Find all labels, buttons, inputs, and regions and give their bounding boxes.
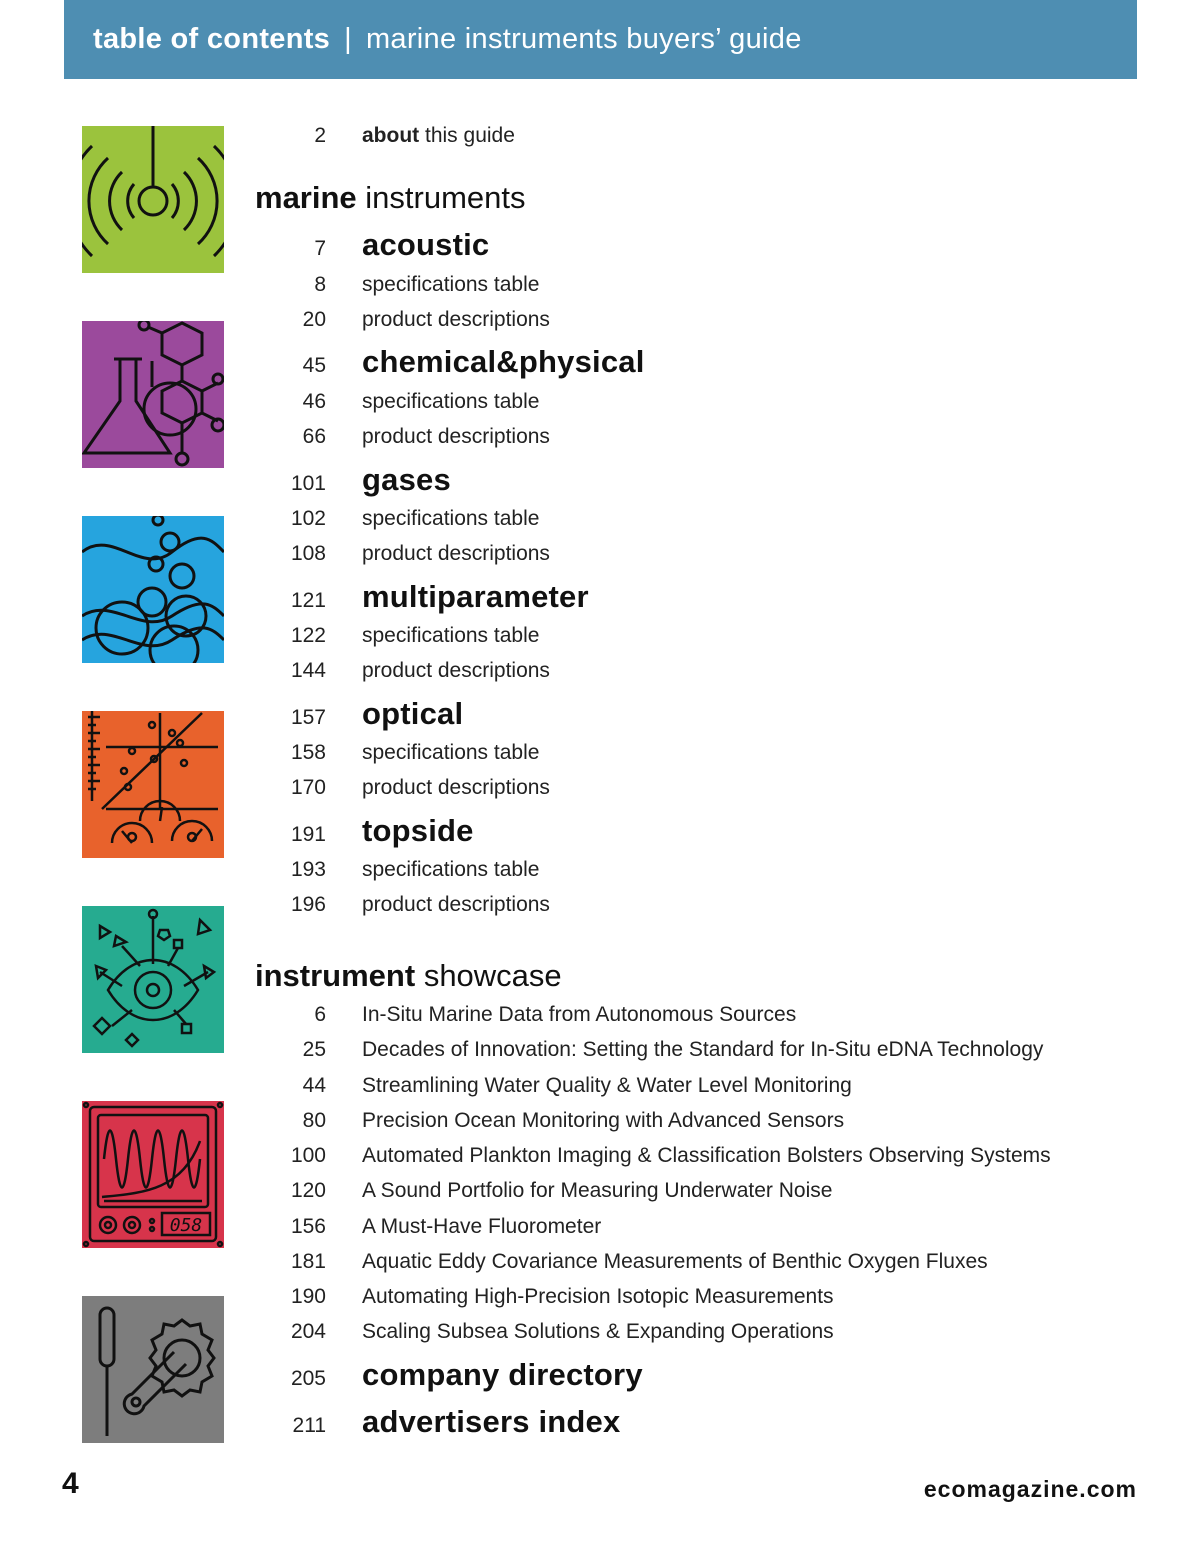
multiparameter-specifications-link[interactable]: specifications table — [362, 624, 540, 647]
header-subtitle: marine instruments buyers’ guide — [365, 23, 802, 55]
showcase-page-number: 80 — [302, 1109, 326, 1132]
category-page-number: 157 — [290, 706, 326, 729]
desc-page-number: 144 — [290, 659, 326, 682]
showcase-entry[interactable]: In-Situ Marine Data from Autonomous Sources — [362, 1003, 797, 1026]
desc-page-number: 196 — [290, 893, 326, 916]
acoustic-specifications-link[interactable]: specifications table — [362, 273, 540, 296]
spec-page-number: 122 — [290, 624, 326, 647]
desc-page-number: 108 — [290, 542, 326, 565]
showcase-entry[interactable]: Precision Ocean Monitoring with Advanced Sensors — [362, 1109, 845, 1132]
showcase-page-number: 6 — [314, 1003, 326, 1026]
header-separator: | — [344, 23, 352, 55]
spec-page-number: 8 — [314, 273, 326, 296]
multiparameter-descriptions-link[interactable]: product descriptions — [362, 659, 550, 682]
desc-page-number: 66 — [302, 425, 326, 448]
showcase-page-number: 204 — [290, 1320, 326, 1343]
category-page-number: 121 — [290, 589, 326, 612]
oscilloscope-icon — [82, 1101, 224, 1248]
spec-page-number: 193 — [290, 858, 326, 881]
eye-showcase-icon — [82, 906, 224, 1053]
acoustic-descriptions-link[interactable]: product descriptions — [362, 308, 550, 331]
showcase-heading-bold: instrument — [255, 958, 416, 993]
showcase-entry[interactable]: Decades of Innovation: Setting the Standard for In-Situ eDNA Technology — [362, 1038, 1044, 1061]
footer-page-number: 4 — [62, 1467, 79, 1500]
chemical-descriptions-link[interactable]: product descriptions — [362, 425, 550, 448]
showcase-entry[interactable]: Scaling Subsea Solutions & Expanding Operations — [362, 1320, 834, 1343]
showcase-heading-rest: showcase — [423, 958, 562, 993]
category-page-number: 101 — [290, 472, 326, 495]
category-optical[interactable]: optical — [362, 696, 464, 731]
header-title: table of contents — [93, 23, 331, 55]
chemical-physical-icon — [82, 321, 224, 468]
footer-website[interactable]: ecomagazine.com — [923, 1476, 1137, 1502]
acoustic-icon — [82, 126, 224, 273]
showcase-page-number: 181 — [290, 1250, 326, 1273]
showcase-page-number: 100 — [290, 1144, 326, 1167]
category-page-number: 45 — [302, 354, 326, 377]
gases-specifications-link[interactable]: specifications table — [362, 507, 540, 530]
desc-page-number: 20 — [302, 308, 326, 331]
advertisers-page-number: 211 — [292, 1414, 326, 1437]
oscilloscope-readout: 058 — [169, 1215, 203, 1236]
chemical-specifications-link[interactable]: specifications table — [362, 390, 540, 413]
category-chemical-physical[interactable]: chemical&physical — [362, 344, 645, 379]
showcase-page-number: 25 — [302, 1038, 326, 1061]
gases-descriptions-link[interactable]: product descriptions — [362, 542, 550, 565]
category-acoustic[interactable]: acoustic — [362, 227, 490, 262]
showcase-entry[interactable]: A Must-Have Fluorometer — [362, 1215, 602, 1238]
marine-instruments-heading — [255, 180, 526, 216]
showcase-page-number: 44 — [302, 1074, 326, 1097]
optical-specifications-link[interactable]: specifications table — [362, 741, 540, 764]
spec-page-number: 102 — [290, 507, 326, 530]
about-bold-label: about — [362, 124, 420, 147]
about-entry[interactable] — [362, 124, 515, 148]
category-page-number: 7 — [314, 237, 326, 260]
showcase-entry[interactable]: Aquatic Eddy Covariance Measurements of Benthic Oxygen Fluxes — [362, 1250, 988, 1273]
showcase-page-number: 156 — [290, 1215, 326, 1238]
marine-heading-rest: instruments — [365, 180, 526, 215]
gases-icon — [82, 516, 224, 663]
marine-heading-bold: marine — [255, 180, 357, 215]
showcase-entry[interactable]: Streamlining Water Quality & Water Level Monitoring — [362, 1074, 852, 1097]
category-page-number: 191 — [290, 823, 326, 846]
optical-icon — [82, 711, 224, 858]
topside-descriptions-link[interactable]: product descriptions — [362, 893, 550, 916]
tools-icon — [82, 1296, 224, 1443]
advertisers-index-link[interactable]: advertisers index — [362, 1404, 621, 1439]
optical-descriptions-link[interactable]: product descriptions — [362, 776, 550, 799]
category-gases[interactable]: gases — [362, 462, 451, 497]
instrument-showcase-heading — [255, 958, 562, 994]
showcase-page-number: 120 — [290, 1179, 326, 1202]
directory-page-number: 205 — [290, 1367, 326, 1390]
spec-page-number: 46 — [302, 390, 326, 413]
showcase-page-number: 190 — [290, 1285, 326, 1308]
about-page-number: 2 — [314, 124, 326, 147]
spec-page-number: 158 — [290, 741, 326, 764]
showcase-entry[interactable]: A Sound Portfolio for Measuring Underwater Noise — [362, 1179, 833, 1202]
desc-page-number: 170 — [290, 776, 326, 799]
category-multiparameter[interactable]: multiparameter — [362, 579, 589, 614]
header-bar — [64, 0, 1137, 79]
company-directory-link[interactable]: company directory — [362, 1357, 643, 1392]
showcase-entry[interactable]: Automated Plankton Imaging & Classification Bolsters Observing Systems — [362, 1144, 1051, 1167]
about-label: this guide — [425, 124, 515, 147]
topside-specifications-link[interactable]: specifications table — [362, 858, 540, 881]
showcase-entry[interactable]: Automating High-Precision Isotopic Measurements — [362, 1285, 834, 1308]
category-topside[interactable]: topside — [362, 813, 474, 848]
